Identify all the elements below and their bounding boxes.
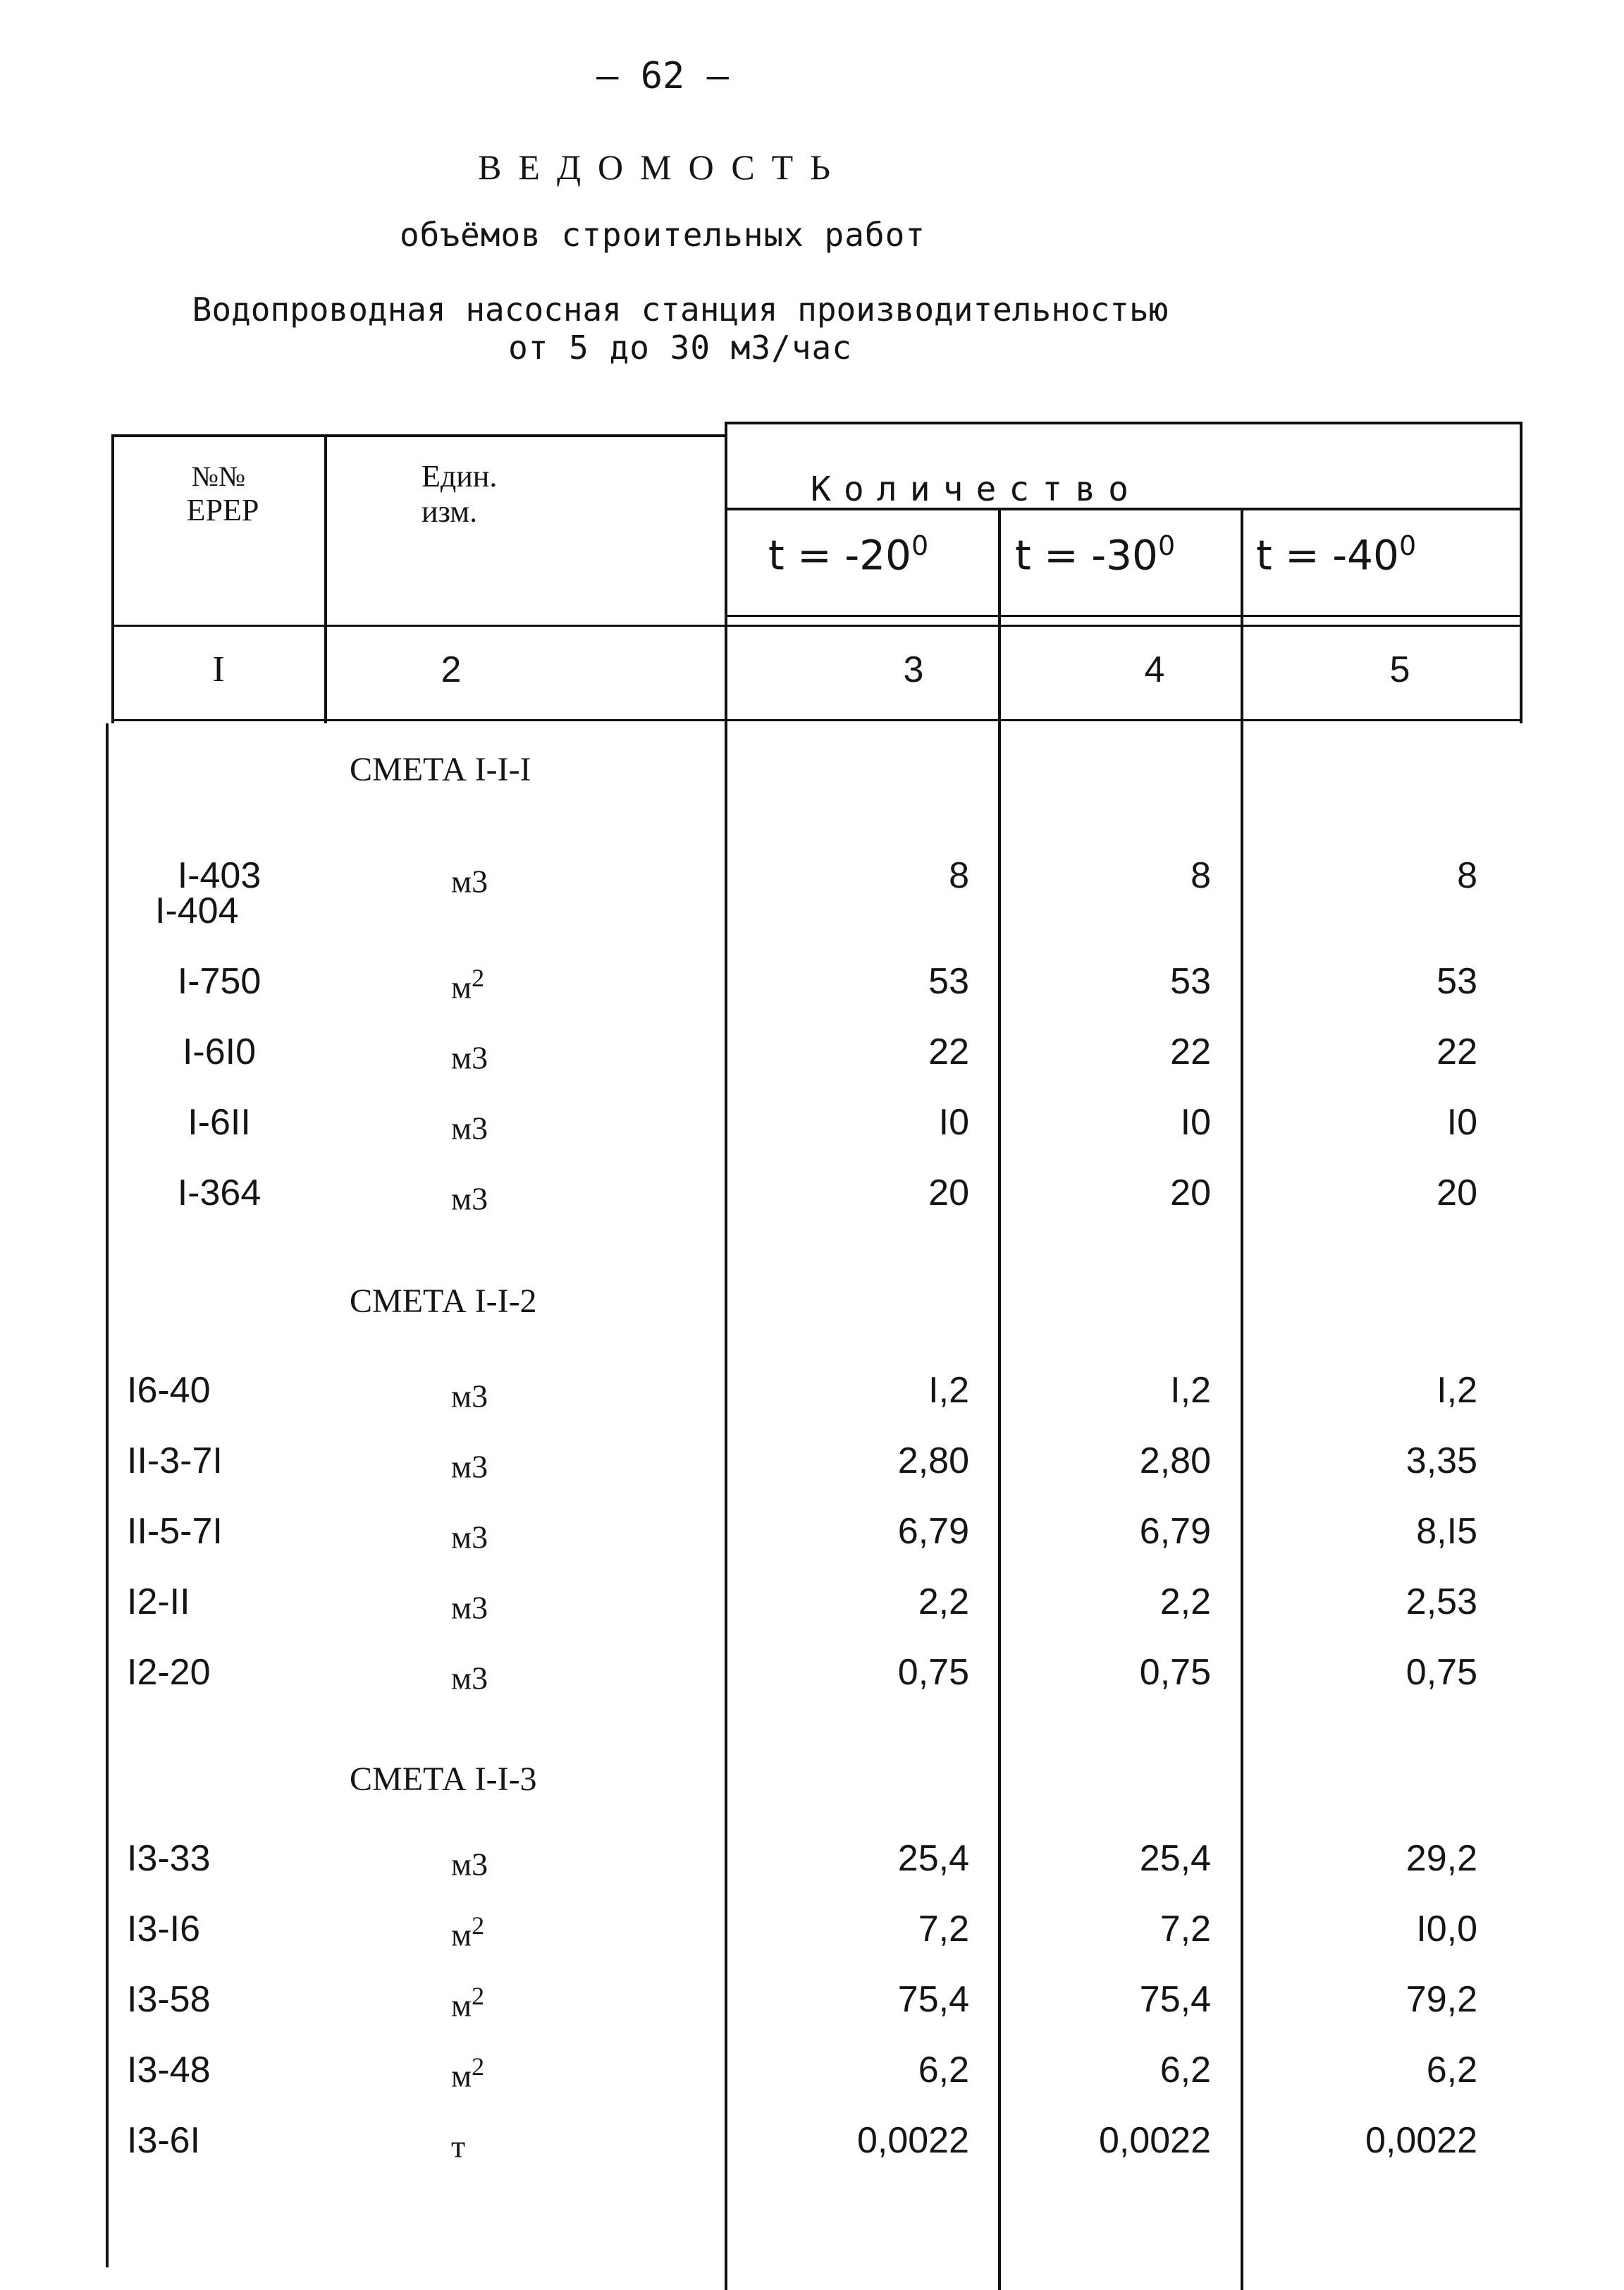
unit-text: м3 [451,1448,488,1485]
row-value-t20: I0 [938,1102,969,1143]
row-value-t30: 53 [1170,961,1211,1002]
row-value-t20: 0,0022 [856,2120,969,2161]
row-code: I6-40 [127,1370,211,1411]
row-value-t20: 22 [928,1031,969,1072]
row-code-continuation: I-404 [155,890,239,931]
unit-superscript: 2 [472,964,485,992]
temp-col3-degree: 0 [911,530,929,561]
row-value-t40: 0,0022 [1365,2120,1477,2161]
section-title: СМЕТА I-I-2 [350,1282,537,1320]
row-unit [451,1440,515,1485]
row-value-t30: 22 [1170,1031,1211,1072]
row-value-t30: 8 [1191,855,1211,896]
row-value-t20: 75,4 [897,1979,969,2020]
row-value-t30: 2,80 [1139,1440,1211,1481]
unit-text: м3 [451,1180,488,1217]
row-value-t30: 25,4 [1139,1838,1211,1879]
row-unit [451,960,515,1005]
header-col2-line1: Един. [422,459,498,494]
header-quantity: Количество [811,470,1141,509]
row-value-t30: 75,4 [1139,1979,1211,2020]
section-title: СМЕТА I-I-I [350,751,531,788]
table-header-bottom-rule [113,625,1522,627]
header-col1-line1: №№ [191,460,246,492]
row-value-t20: 0,75 [897,1652,969,1693]
section-title: СМЕТА I-I-3 [350,1761,537,1798]
unit-text: м [451,1916,472,1953]
row-code: I3-58 [127,1979,211,2020]
row-code: I-6II [187,1102,251,1143]
row-unit [451,1908,515,1953]
row-code: I3-6I [127,2120,201,2161]
row-value-t20: 6,2 [918,2050,969,2090]
row-code: I3-I6 [127,1909,201,1949]
document-title: ВЕДОМОСТЬ [478,147,847,187]
unit-superscript: 2 [472,2052,485,2081]
row-value-t20: 7,2 [918,1909,969,1949]
row-value-t30: 6,79 [1139,1511,1211,1552]
row-value-t30: 2,2 [1159,1581,1211,1622]
unit-text: м [451,2057,472,2094]
row-value-t40: I,2 [1437,1370,1477,1411]
unit-text: м3 [451,1589,488,1626]
row-code: I3-33 [127,1838,211,1879]
row-value-t40: 3,35 [1405,1440,1477,1481]
row-code: I3-48 [127,2050,211,2090]
column-number-2: 2 [441,649,462,690]
row-value-t40: I0,0 [1416,1909,1477,1949]
row-code: II-5-7I [127,1511,223,1552]
row-value-t40: 29,2 [1405,1838,1477,1879]
row-value-t20: I,2 [928,1370,969,1411]
row-value-t20: 8 [949,855,969,896]
unit-text: м3 [451,1110,488,1146]
row-unit [451,1837,515,1882]
table-divider-col1 [324,434,327,723]
row-value-t30: 6,2 [1159,2050,1211,2090]
row-value-t30: 0,0022 [1098,2120,1211,2161]
column-number-5: 5 [1389,649,1410,690]
unit-text: м [451,969,472,1005]
row-code: I-6I0 [182,1031,257,1072]
row-code: I2-20 [127,1652,211,1693]
temp-col4-degree: 0 [1157,530,1176,561]
unit-text: м3 [451,863,488,900]
row-unit [451,1369,515,1414]
row-value-t30: 0,75 [1139,1652,1211,1693]
document-description-line1: Водопроводная насосная станция производительностью [192,290,1169,329]
unit-text: т [451,2128,466,2165]
temp-col3-label: t = -20 [768,531,911,580]
row-value-t40: I0 [1446,1102,1477,1143]
row-value-t40: 2,53 [1405,1581,1477,1622]
table-top-border-right [725,422,1522,424]
row-value-t30: I,2 [1170,1370,1211,1411]
header-temp-col3 [768,530,928,579]
row-value-t30: 20 [1170,1172,1211,1213]
unit-text: м3 [451,1846,488,1882]
row-value-t40: 8,I5 [1416,1511,1477,1552]
row-value-t40: 6,2 [1426,2050,1477,2090]
row-value-t20: 2,80 [897,1440,969,1481]
header-temp-col5 [1256,530,1416,579]
unit-text: м3 [451,1660,488,1696]
unit-superscript: 2 [472,1982,485,2010]
row-value-t20: 20 [928,1172,969,1213]
row-unit [451,1651,515,1696]
table-temp-row-divider [726,615,1522,617]
row-unit [451,1172,515,1217]
header-col2-line2: изм. [422,494,478,529]
document-subtitle: объёмов строительных работ [399,216,926,254]
row-code: II-3-7I [127,1440,223,1481]
column-number-4: 4 [1144,649,1165,690]
unit-text: м3 [451,1378,488,1414]
row-unit [451,2049,515,2094]
row-unit [451,1101,515,1146]
row-unit [451,855,515,900]
column-number-3: 3 [903,649,924,690]
row-value-t40: 22 [1437,1031,1477,1072]
row-value-t20: 2,2 [918,1581,969,1622]
table-left-border-lower [106,723,109,2267]
row-code: I-403 [177,855,262,896]
row-unit [451,1031,515,1076]
table-left-border [111,434,114,723]
column-number-1: I [212,649,225,690]
temp-col5-label: t = -40 [1256,531,1399,580]
page-number: – 62 – [596,55,729,97]
row-unit [451,1978,515,2023]
row-value-t40: 53 [1437,961,1477,1002]
row-value-t40: 79,2 [1405,1979,1477,2020]
unit-superscript: 2 [472,1911,485,1940]
row-value-t40: 20 [1437,1172,1477,1213]
temp-col5-degree: 0 [1398,530,1417,561]
row-value-t20: 6,79 [897,1511,969,1552]
row-code: I-750 [177,961,262,1002]
table-top-border-left [113,434,725,437]
row-value-t30: I0 [1180,1102,1211,1143]
row-value-t30: 7,2 [1159,1909,1211,1949]
row-code: I2-II [127,1581,190,1622]
header-col1-line2: ЕРЕР [186,493,259,527]
table-colnum-bottom-rule [113,719,1522,721]
header-temp-col4 [1015,530,1175,579]
unit-text: м [451,1987,472,2023]
table-right-border [1520,422,1522,723]
row-code: I-364 [177,1172,262,1213]
unit-text: м3 [451,1039,488,1076]
row-value-t20: 53 [928,961,969,1002]
document-description-line2: от 5 до 30 м3/час [508,329,852,367]
unit-text: м3 [451,1519,488,1555]
row-unit [451,1581,515,1626]
temp-col4-label: t = -30 [1015,531,1158,580]
row-unit [451,1510,515,1555]
row-value-t40: 0,75 [1405,1652,1477,1693]
row-value-t40: 8 [1457,855,1477,896]
row-unit [451,2119,515,2165]
row-value-t20: 25,4 [897,1838,969,1879]
